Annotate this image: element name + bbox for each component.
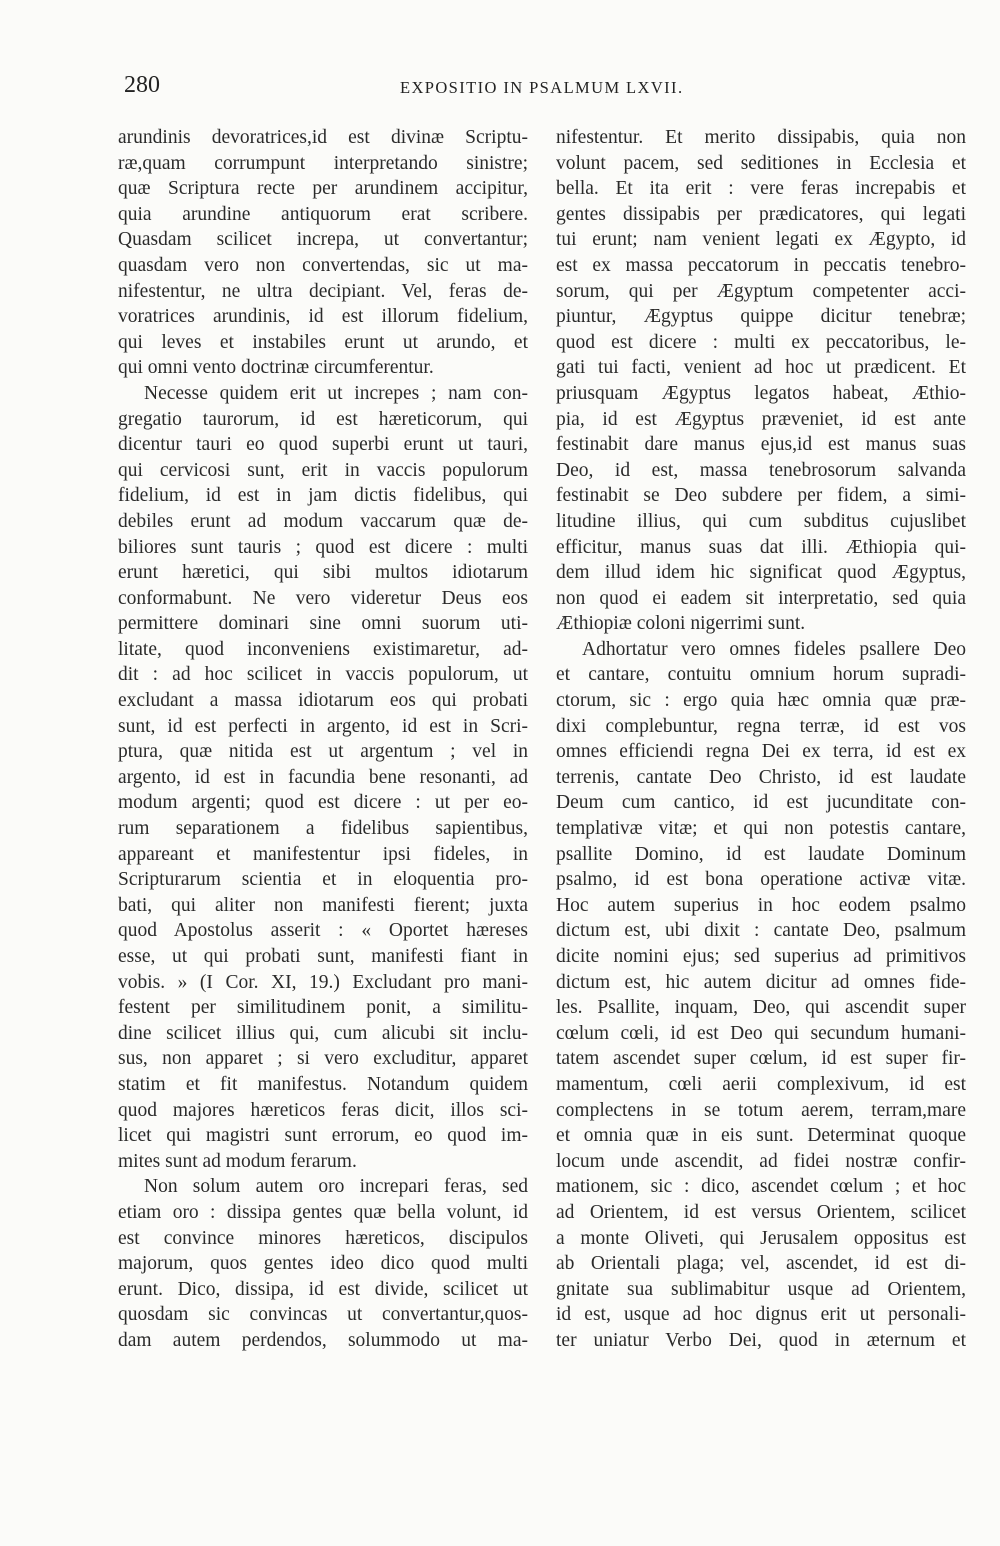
text-line: nifestentur, ne ultra decipiant. Vel, feras de- [118,280,528,302]
text-line: et omnia quæ in eis sunt. Determinat quoque [556,1125,966,1147]
text-line: Deum cum cantico, id est jucunditate con- [556,792,966,814]
text-line: bati, qui aliter non manifesti fierent; juxta [118,894,528,916]
text-line: permittere dominari sine omni suorum uti- [118,613,528,635]
text-line: qui cervicosi sunt, erit in vaccis populorum [118,459,528,481]
text-line: id est, usque ad hoc dignus erit ut personali- [556,1304,966,1326]
text-line: qui omni vento doctrinæ circumferentur. [118,357,434,379]
text-line: bella. Et ita erit : vere feras increpabis et [556,178,966,200]
right-text-column [556,125,966,1354]
text-line: dam autem perdendos, solummodo ut ma- [118,1329,528,1351]
text-line: vobis. » (I Cor. XI, 19.) Excludant pro mani- [118,971,528,993]
text-line: pia, id est Ægyptus præveniet, id est ante [556,408,966,430]
text-line: dit : ad hoc scilicet in vaccis populorum, ut [118,664,528,686]
text-line: Hoc autem superius in hoc eodem psalmo [556,894,966,916]
text-line: sorum, qui per Ægyptum competenter acci- [556,280,966,302]
text-line: appareant et manifestentur ipsi fideles, in [118,843,528,865]
text-line: debiles erunt ad modum vaccarum quæ de- [118,510,528,532]
text-line: licet qui magistri sunt errorum, eo quod im- [118,1125,528,1147]
text-line: arundinis devoratrices,id est divinæ Scriptu- [118,127,528,148]
text-line: mamentum, cœli aerii complexivum, id est [556,1073,966,1095]
text-line: cœlum cœli, id est Deo qui secundum humani- [556,1022,966,1044]
text-line: terrenis, cantate Deo Christo, id est laudate [556,766,966,788]
text-line: erunt hæretici, qui sibi multos idiotarum [118,562,528,584]
text-line: ptura, quæ nitida est ut argentum ; vel in [118,741,528,763]
text-line: voratrices arundinis, id est illorum fidelium, [118,306,528,328]
text-line: psallite Domino, id est laudate Dominum [556,843,966,865]
text-line: ctorum, sic : ergo quia hæc omnia quæ præ- [556,690,966,712]
text-line: esse, ut qui probati sunt, manifesti fiant in [118,946,528,967]
text-line: Adhortatur vero omnes fideles psallere Deo [582,638,966,660]
text-line: omnes efficiendi regna Dei ex terra, id est ex [556,741,966,763]
text-line: Scripturarum scientia et in eloquentia pro- [118,869,528,891]
text-line: tui erunt; nam venient legati ex Ægypto, id [556,229,966,251]
text-line: mationem, sic : dico, ascendet cœlum ; et hoc [556,1176,966,1198]
text-line: Non solum autem oro increpari feras, sed [144,1176,528,1198]
text-line: dictum est, ubi dixit : cantate Deo, psalmum [556,920,966,942]
text-line: efficitur, manus suas dat illi. Æthiopia qui- [556,536,966,558]
text-line: volunt pacem, sed seditiones in Ecclesia et [556,152,966,174]
text-line: quosdam sic convincas ut convertantur,quos- [118,1304,528,1326]
text-line: gentes dissipabis per prædicatores, qui legati [556,203,966,225]
text-line: et cantare, contuitu omnium horum supradi- [556,664,966,686]
text-line: dicentur tauri eo quod superbi erunt ut tauri, [118,434,528,456]
text-line: conformabunt. Ne vero videretur Deus eos [118,587,528,609]
text-line: litate, quod inconveniens existimaretur, ad- [118,638,528,660]
text-line: etiam oro : dissipa gentes quæ bella volunt, id [118,1201,528,1223]
page-number: 280 [124,72,160,98]
text-line: Necesse quidem erit ut increpes ; nam con- [144,382,528,404]
text-line: excludant a massa idiotarum eos qui probati [118,690,528,712]
text-line: mites sunt ad modum ferarum. [118,1150,357,1172]
text-line: piuntur, Ægyptus quippe dicitur tenebræ; [556,306,966,328]
text-line: non quod ei eadem sit interpretatio, sed quia [556,587,966,609]
text-line: dixi complebuntur, regna terræ, id est vos [556,715,966,737]
text-line: quod Apostolus asserit : « Oportet hæreses [118,920,528,942]
text-line: Æthiopiæ coloni nigerrimi sunt. [556,613,806,635]
text-line: ad Orientem, id est versus Orientem, scilicet [556,1201,966,1223]
text-line: festent per similitudinem ponit, a similitu- [118,997,528,1019]
text-line: litudine illius, qui cum subditus cujuslibet [556,510,966,532]
text-line: statim et fit manifestus. Notandum quidem [118,1073,528,1095]
text-line: locum unde ascendit, ad fidei nostræ confir- [556,1150,966,1172]
text-line: ab Orientali plaga; vel, ascendet, id est di- [556,1253,966,1275]
text-line: psalmo, id est bona operatione activæ vitæ. [556,869,966,891]
page-header [124,72,934,108]
text-line: gnitate sua sublimabitur usque ad Orientem, [556,1278,966,1300]
text-line: modum argenti; quod est dicere : ut per eo- [118,792,528,814]
text-line: majorum, quos gentes ideo dico quod multi [118,1253,528,1275]
text-line: dem illud idem hic significat quod Ægyptus, [556,562,966,584]
text-line: festinabit se Deo subdere per fidem, a simi- [556,485,966,507]
text-line: festinabit dare manus ejus,id est manus suas [556,434,966,456]
text-line: argento, id est in facundia bene resonanti, ad [118,766,528,788]
text-line: nifestentur. Et merito dissipabis, quia non [556,127,966,148]
text-line: est ex massa peccatorum in peccatis tenebro- [556,254,966,276]
text-line: a monte Oliveti, qui Jerusalem oppositus est [556,1227,966,1249]
text-line: Quasdam scilicet increpa, ut convertantur; [118,229,528,251]
left-text-column [118,125,528,1354]
text-line: gati tui facti, venient ad hoc ut prædicent. Et [556,357,966,379]
text-line: tatem ascendet super cœlum, id est super fir- [556,1048,966,1070]
running-head: EXPOSITIO IN PSALMUM LXVII. [400,78,684,97]
text-line: complectens in se totum aerem, terram,mare [556,1099,966,1121]
text-line: quod majores hæreticos feras dicit, illos sci- [118,1099,528,1121]
text-line: quia arundine antiquorum erat scribere. [118,203,528,225]
text-line: dicite nomini ejus; sed superius ad primitivos [556,946,966,967]
text-line: quasdam vero non convertendas, sic ut ma- [118,254,528,276]
text-line: sus, non apparet ; si vero excluditur, apparet [118,1048,528,1070]
text-line: gregatio taurorum, id est hæreticorum, qui [118,408,528,430]
text-line: qui leves et instabiles erunt ut arundo, et [118,331,528,353]
text-line: Deo, id est, massa tenebrosorum salvanda [556,459,966,481]
text-line: sunt, id est perfecti in argento, id est in Scri- [118,715,528,737]
text-line: erunt. Dico, dissipa, id est divide, scilicet ut [118,1278,528,1300]
text-line: ræ,quam corrumpunt interpretando sinistre; [118,152,528,174]
text-line: dictum est, hic autem dicitur ad omnes fide- [556,971,966,993]
text-line: ter uniatur Verbo Dei, quod in æternum et [556,1329,966,1351]
text-line: biliores sunt tauris ; quod est dicere : multi [118,536,528,558]
text-line: templativæ vitæ; et qui non potestis cantare, [556,818,966,840]
text-line: priusquam Ægyptus legatos habeat, Æthio- [556,382,966,404]
text-line: est convince minores hæreticos, discipulos [118,1227,528,1249]
text-line: quod est dicere : multi ex peccatoribus, le- [556,331,966,353]
text-line: les. Psallite, inquam, Deo, qui ascendit super [556,997,966,1019]
text-line: rum separationem a fidelibus sapientibus, [118,818,528,840]
text-line: dine scilicet illius qui, cum alicubi sit inclu- [118,1022,528,1044]
text-line: quæ Scriptura recte per arundinem accipitur, [118,178,528,200]
text-line: fidelium, id est in jam dictis fidelibus, qui [118,485,528,507]
